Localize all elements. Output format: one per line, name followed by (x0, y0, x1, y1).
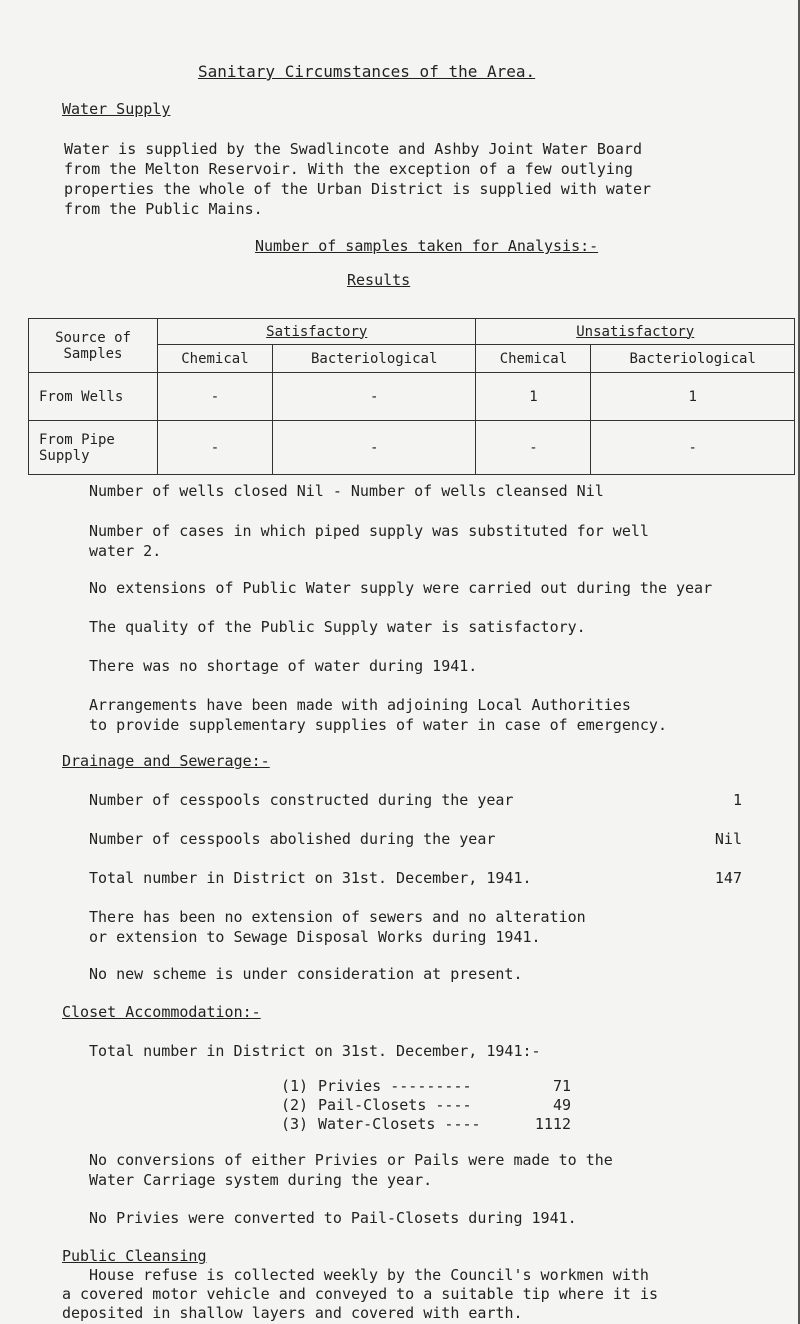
intro-line: from the Public Mains. (64, 200, 263, 218)
sewers-para (89, 907, 586, 947)
intro-line: properties the whole of the Urban District is supplied with water (64, 180, 651, 198)
cell: - (158, 421, 273, 475)
sewers-line: There has been no extension of sewers and no alteration (89, 908, 586, 926)
privies-line: No Privies were converted to Pail-Closets during 1941. (89, 1209, 577, 1227)
sat-chemical-header: Chemical (158, 345, 273, 373)
drainage-item-value: 147 (714, 869, 742, 887)
page-title: Sanitary Circumstances of the Area. (198, 62, 536, 81)
drainage-item-value: 1 (732, 791, 742, 809)
cleansing-para (62, 1266, 658, 1323)
closet-heading: Closet Accommodation:- (62, 1003, 261, 1021)
cell: 1 (591, 373, 795, 421)
shortage-line: There was no shortage of water during 1941. (89, 657, 478, 675)
cases-para (89, 521, 649, 561)
cell: - (272, 421, 476, 475)
cleansing-line: a covered motor vehicle and conveyed to a suitable tip where it is (62, 1285, 659, 1303)
wells-line: Number of wells closed Nil - Number of wells cleansed Nil (89, 482, 604, 500)
drainage-item-value: Nil (714, 830, 742, 848)
row-source: From Pipe Supply (29, 421, 158, 475)
conversions-line: No conversions of either Privies or Pails were made to the (89, 1151, 613, 1169)
closet-total-line: Total number in District on 31st. December, 1941:- (89, 1042, 541, 1060)
cell: - (591, 421, 795, 475)
arrangements-line: to provide supplementary supplies of water in case of emergency. (89, 716, 667, 734)
closet-item-num: (2) (281, 1096, 309, 1114)
water-intro (64, 139, 651, 219)
sewers-line: or extension to Sewage Disposal Works during 1941. (89, 928, 541, 946)
cell: - (272, 373, 476, 421)
samples-heading: Number of samples taken for Analysis:- (255, 237, 599, 255)
source-header: Source of Samples (29, 319, 158, 373)
sat-bacteriological-header: Bacteriological (272, 345, 476, 373)
results-heading: Results (347, 271, 411, 289)
closet-item-value: 1112 (534, 1115, 571, 1133)
cleansing-heading: Public Cleansing (62, 1247, 207, 1265)
extensions-line: No extensions of Public Water supply were carried out during the year (89, 579, 713, 597)
closet-item-value: 71 (552, 1077, 571, 1095)
satisfactory-header: Satisfactory (158, 319, 476, 345)
cleansing-line: House refuse is collected weekly by the Council's workmen with (89, 1266, 649, 1284)
closet-item-label: Privies --------- (318, 1077, 472, 1095)
closet-item-num: (1) (281, 1077, 309, 1095)
drainage-item-label: Number of cesspools abolished during the year (89, 830, 496, 848)
closet-item-value: 49 (552, 1096, 571, 1114)
samples-table (28, 318, 795, 475)
unsat-bacteriological-header: Bacteriological (591, 345, 795, 373)
cell: 1 (476, 373, 591, 421)
row-source: From Wells (29, 373, 158, 421)
cell: - (476, 421, 591, 475)
table-row (29, 373, 795, 421)
quality-line: The quality of the Public Supply water is satisfactory. (89, 618, 586, 636)
cases-line: water 2. (89, 542, 162, 560)
closet-item-label: Water-Closets ---- (318, 1115, 481, 1133)
unsatisfactory-header: Unsatisfactory (476, 319, 795, 345)
scheme-line: No new scheme is under consideration at present. (89, 965, 523, 983)
cell: - (158, 373, 273, 421)
drainage-heading: Drainage and Sewerage:- (62, 752, 270, 770)
drainage-item-label: Total number in District on 31st. December, 1941. (89, 869, 532, 887)
closet-item-num: (3) (281, 1115, 309, 1133)
cases-line: Number of cases in which piped supply was substituted for well (89, 522, 649, 540)
arrangements-para (89, 695, 667, 735)
cleansing-line: deposited in shallow layers and covered with earth. (62, 1304, 523, 1322)
water-supply-heading: Water Supply (62, 100, 171, 118)
conversions-para (89, 1150, 613, 1190)
arrangements-line: Arrangements have been made with adjoining Local Authorities (89, 696, 631, 714)
intro-line: Water is supplied by the Swadlincote and Ashby Joint Water Board (64, 140, 642, 158)
table-row (29, 421, 795, 475)
intro-line: from the Melton Reservoir. With the exception of a few outlying (64, 160, 633, 178)
drainage-item-label: Number of cesspools constructed during the year (89, 791, 514, 809)
closet-item-label: Pail-Closets ---- (318, 1096, 472, 1114)
unsat-chemical-header: Chemical (476, 345, 591, 373)
conversions-line: Water Carriage system during the year. (89, 1171, 433, 1189)
